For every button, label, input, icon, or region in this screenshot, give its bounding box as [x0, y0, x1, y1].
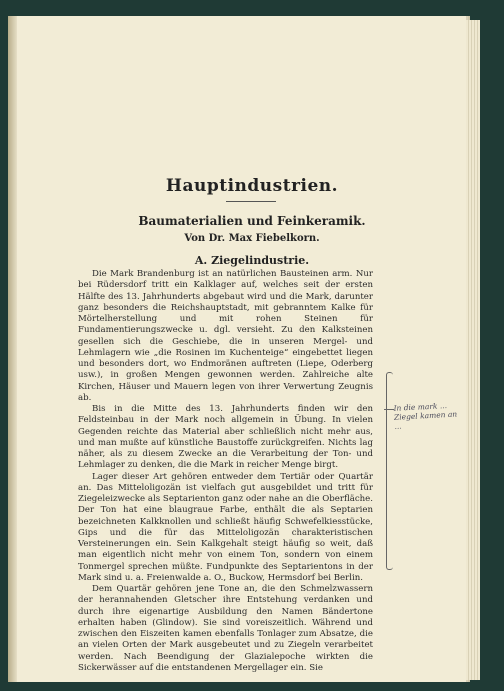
body-text [78, 269, 373, 674]
page-stack-edge [466, 20, 480, 680]
section-heading: A. Ziegelindustrie. [194, 254, 310, 267]
chapter-subtitle: Baumaterialien und Feinkeramik. [138, 214, 366, 228]
page-title: Hauptindustrien. [165, 176, 339, 196]
margin-bracket [386, 372, 393, 570]
paragraph: Die Mark Brandenburg ist an natürlichen Bausteinen arm. Nur bei Rüdersdorf tritt ein Kalklager auf, welches seit der ersten Hälfte des 13. Jahrhunderts abgebaut wird und die Mark, darunter ganz besonders die Reichshauptstadt, mit gebranntem Kalke für Mörtelherstellung und mit rohen Steinen für Fundamentierungszwecke u. dgl. versieht. Zu den Kalksteinen gesellen sich die Geschiebe, die in unseren Mergel- und Lehmlagern wie „die Rosinen im Kuchenteige“ eingebettet liegen und besonders dort, wo Endmoränen auftreten (Liepe, Oderberg usw.), in großen Mengen gewonnen werden. Zahlreiche alte Kirchen, Häuser und Mauern legen von ihrer Verwertung Zeugnis ab. [78, 269, 373, 403]
paragraph: Lager dieser Art gehören entweder dem Tertiär oder Quartär an. Das Mitteloligozän ist vielfach gut ausgebildet und tritt für Ziegeleizwecke als Septarienton ganz oder nahe an die Oberfläche. Der Ton hat eine blaugraue Farbe, enthält die als Septarien bezeichneten Kalkknollen und schließt häufig Schwefelkiesstücke, Gips und die für das Mitteloligozän charakteristischen Versteinerungen ein. Sein Kalkgehalt steigt häufig so weit, daß man eigentlich nicht mehr von einem Ton, sondern von einem Tonmergel sprechen müßte. Fundpunkte des Septarientons in der Mark sind u. a. Freienwalde a. O., Buckow, Hermsdorf bei Berlin. [78, 471, 373, 583]
paragraph: Dem Quartär gehören jene Tone an, die den Schmelzwassern der herannahenden Gletscher ihre Entstehung verdanken und durch ihre eigenartige Ausbildung den Namen Bändertone erhalten haben (Glindow). Sie sind voreiszeitlich. Während und zwischen den Eiszeiten kamen ebenfalls Tonlager zum Absatze, die an vielen Orten der Mark ausgebeutet und zu Ziegeln verarbeitet werden. Nach Beendigung der Glazialepoche wirkten die Sickerwässer auf die entstandenen Mergellager ein. Sie [78, 584, 373, 673]
handwritten-margin-note: In die mark ... Ziegel kamen an ... [393, 401, 458, 431]
author-line: Von Dr. Max Fiebelkorn. [184, 233, 320, 244]
title-divider [226, 201, 276, 202]
margin-pointer [384, 409, 394, 410]
page-gutter [8, 16, 17, 682]
paragraph: Bis in die Mitte des 13. Jahrhunderts finden wir den Feldsteinbau in der Mark noch allgemein in Übung. In vielen Gegenden reichte das Material aber schließlich nicht mehr aus, und man mußte auf künstliche Baustoffe zurückgreifen. Nichts lag näher, als zu diesem Zwecke an die Verarbeitung der Ton- und Lehmlager zu denken, die die Mark in reicher Menge birgt. [78, 404, 373, 471]
